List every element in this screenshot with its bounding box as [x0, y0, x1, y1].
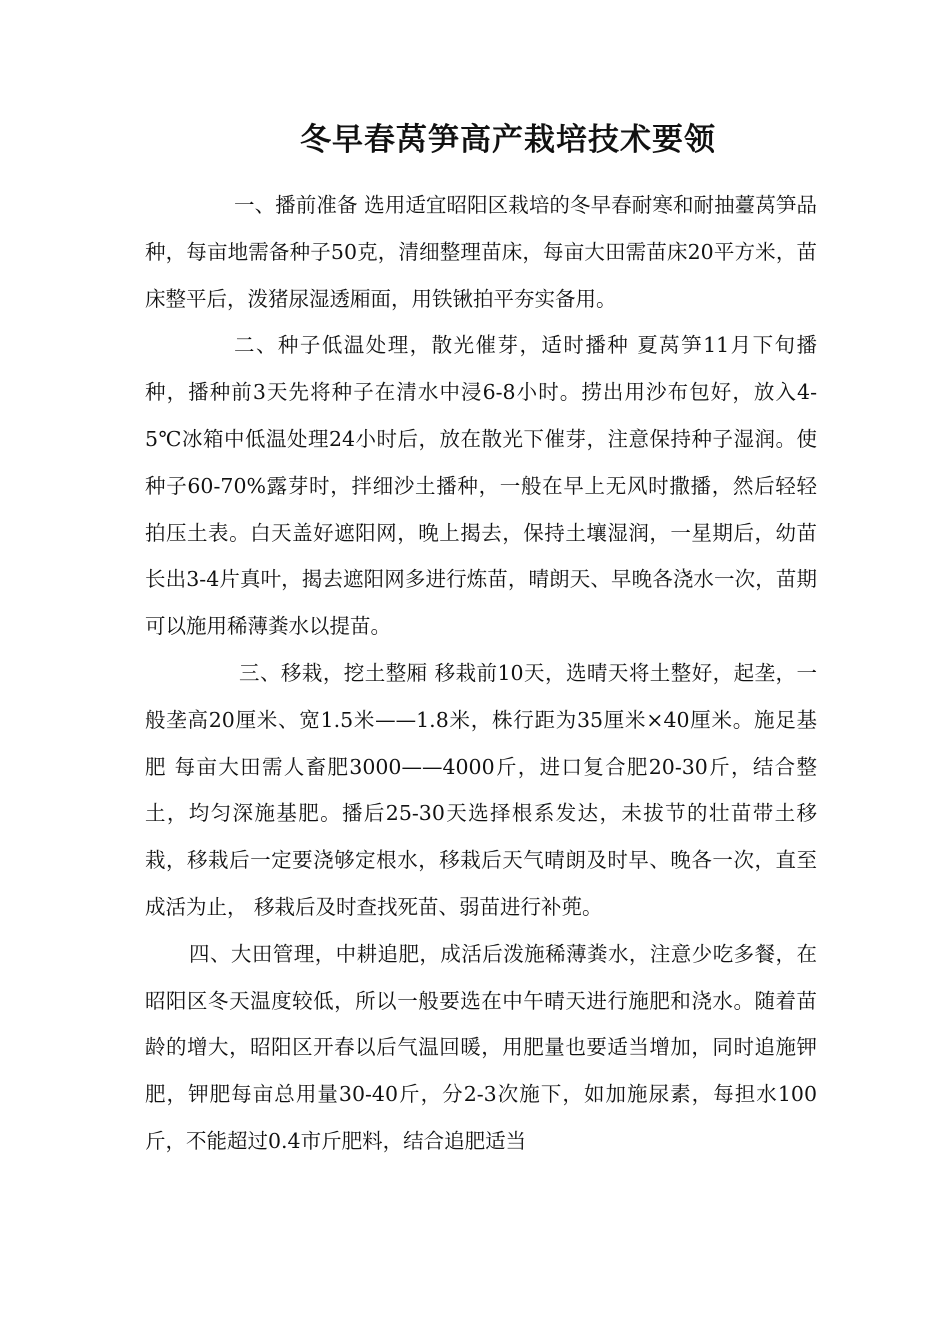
- paragraph-seed-treatment: 二、种子低温处理，散光催芽，适时播种 夏莴笋11月下旬播种，播种前3天先将种子在清水中浸6-8小时。捞出用沙布包好，放入4-5℃冰箱中低温处理24小时后，放在散光下催芽，注意保持种子湿润。使种子60-70%露芽时，拌细沙土播种，一般在早上无风时撒播，然后轻轻拍压土表。白天盖好遮阳网，晚上揭去，保持土壤湿润，一星期后，幼苗长出3-4片真叶，揭去遮阳网多进行炼苗，晴朗天、早晚各浇水一次，苗期可以施用稀薄粪水以提苗。: [145, 333, 817, 639]
- document-body: [145, 182, 817, 1165]
- paragraph-transplanting: 三、移栽，挖土整厢 移栽前10天，选晴天将土整好，起垄，一般垄高20厘米、宽1.5米——1.8米，株行距为35厘米×40厘米。施足基肥 每亩大田需人畜肥3000——4000斤，进口复合肥20-30斤，结合整土，均匀深施基肥。播后25-30天选择根系发达，未拔节的壮苗带土移栽，移栽后一定要浇够定根水，移栽后天气晴朗及时早、晚各一次，直至成活为止， 移栽后及时查找死苗、弱苗进行补蔸。: [145, 660, 817, 919]
- paragraph-field-management: 四、大田管理，中耕追肥，成活后泼施稀薄粪水，注意少吃多餐，在昭阳区冬天温度较低，所以一般要选在中午晴天进行施肥和浇水。随着苗龄的增大，昭阳区开春以后气温回暖，用肥量也要适当增加，同时追施钾肥，钾肥每亩总用量30-40斤，分2-3次施下，如加施尿素，每担水100斤，不能超过0.4市斤肥料，结合追肥适当: [145, 941, 817, 1153]
- document-title: 冬早春莴笋高产栽培技术要领: [300, 122, 716, 158]
- paragraph-preparation: 一、播前准备 选用适宜昭阳区栽培的冬早春耐寒和耐抽薹莴笋品种，每亩地需备种子50克，清细整理苗床，每亩大田需苗床20平方米，苗床整平后，泼猪尿湿透厢面，用铁锹拍平夯实备用。: [145, 193, 817, 311]
